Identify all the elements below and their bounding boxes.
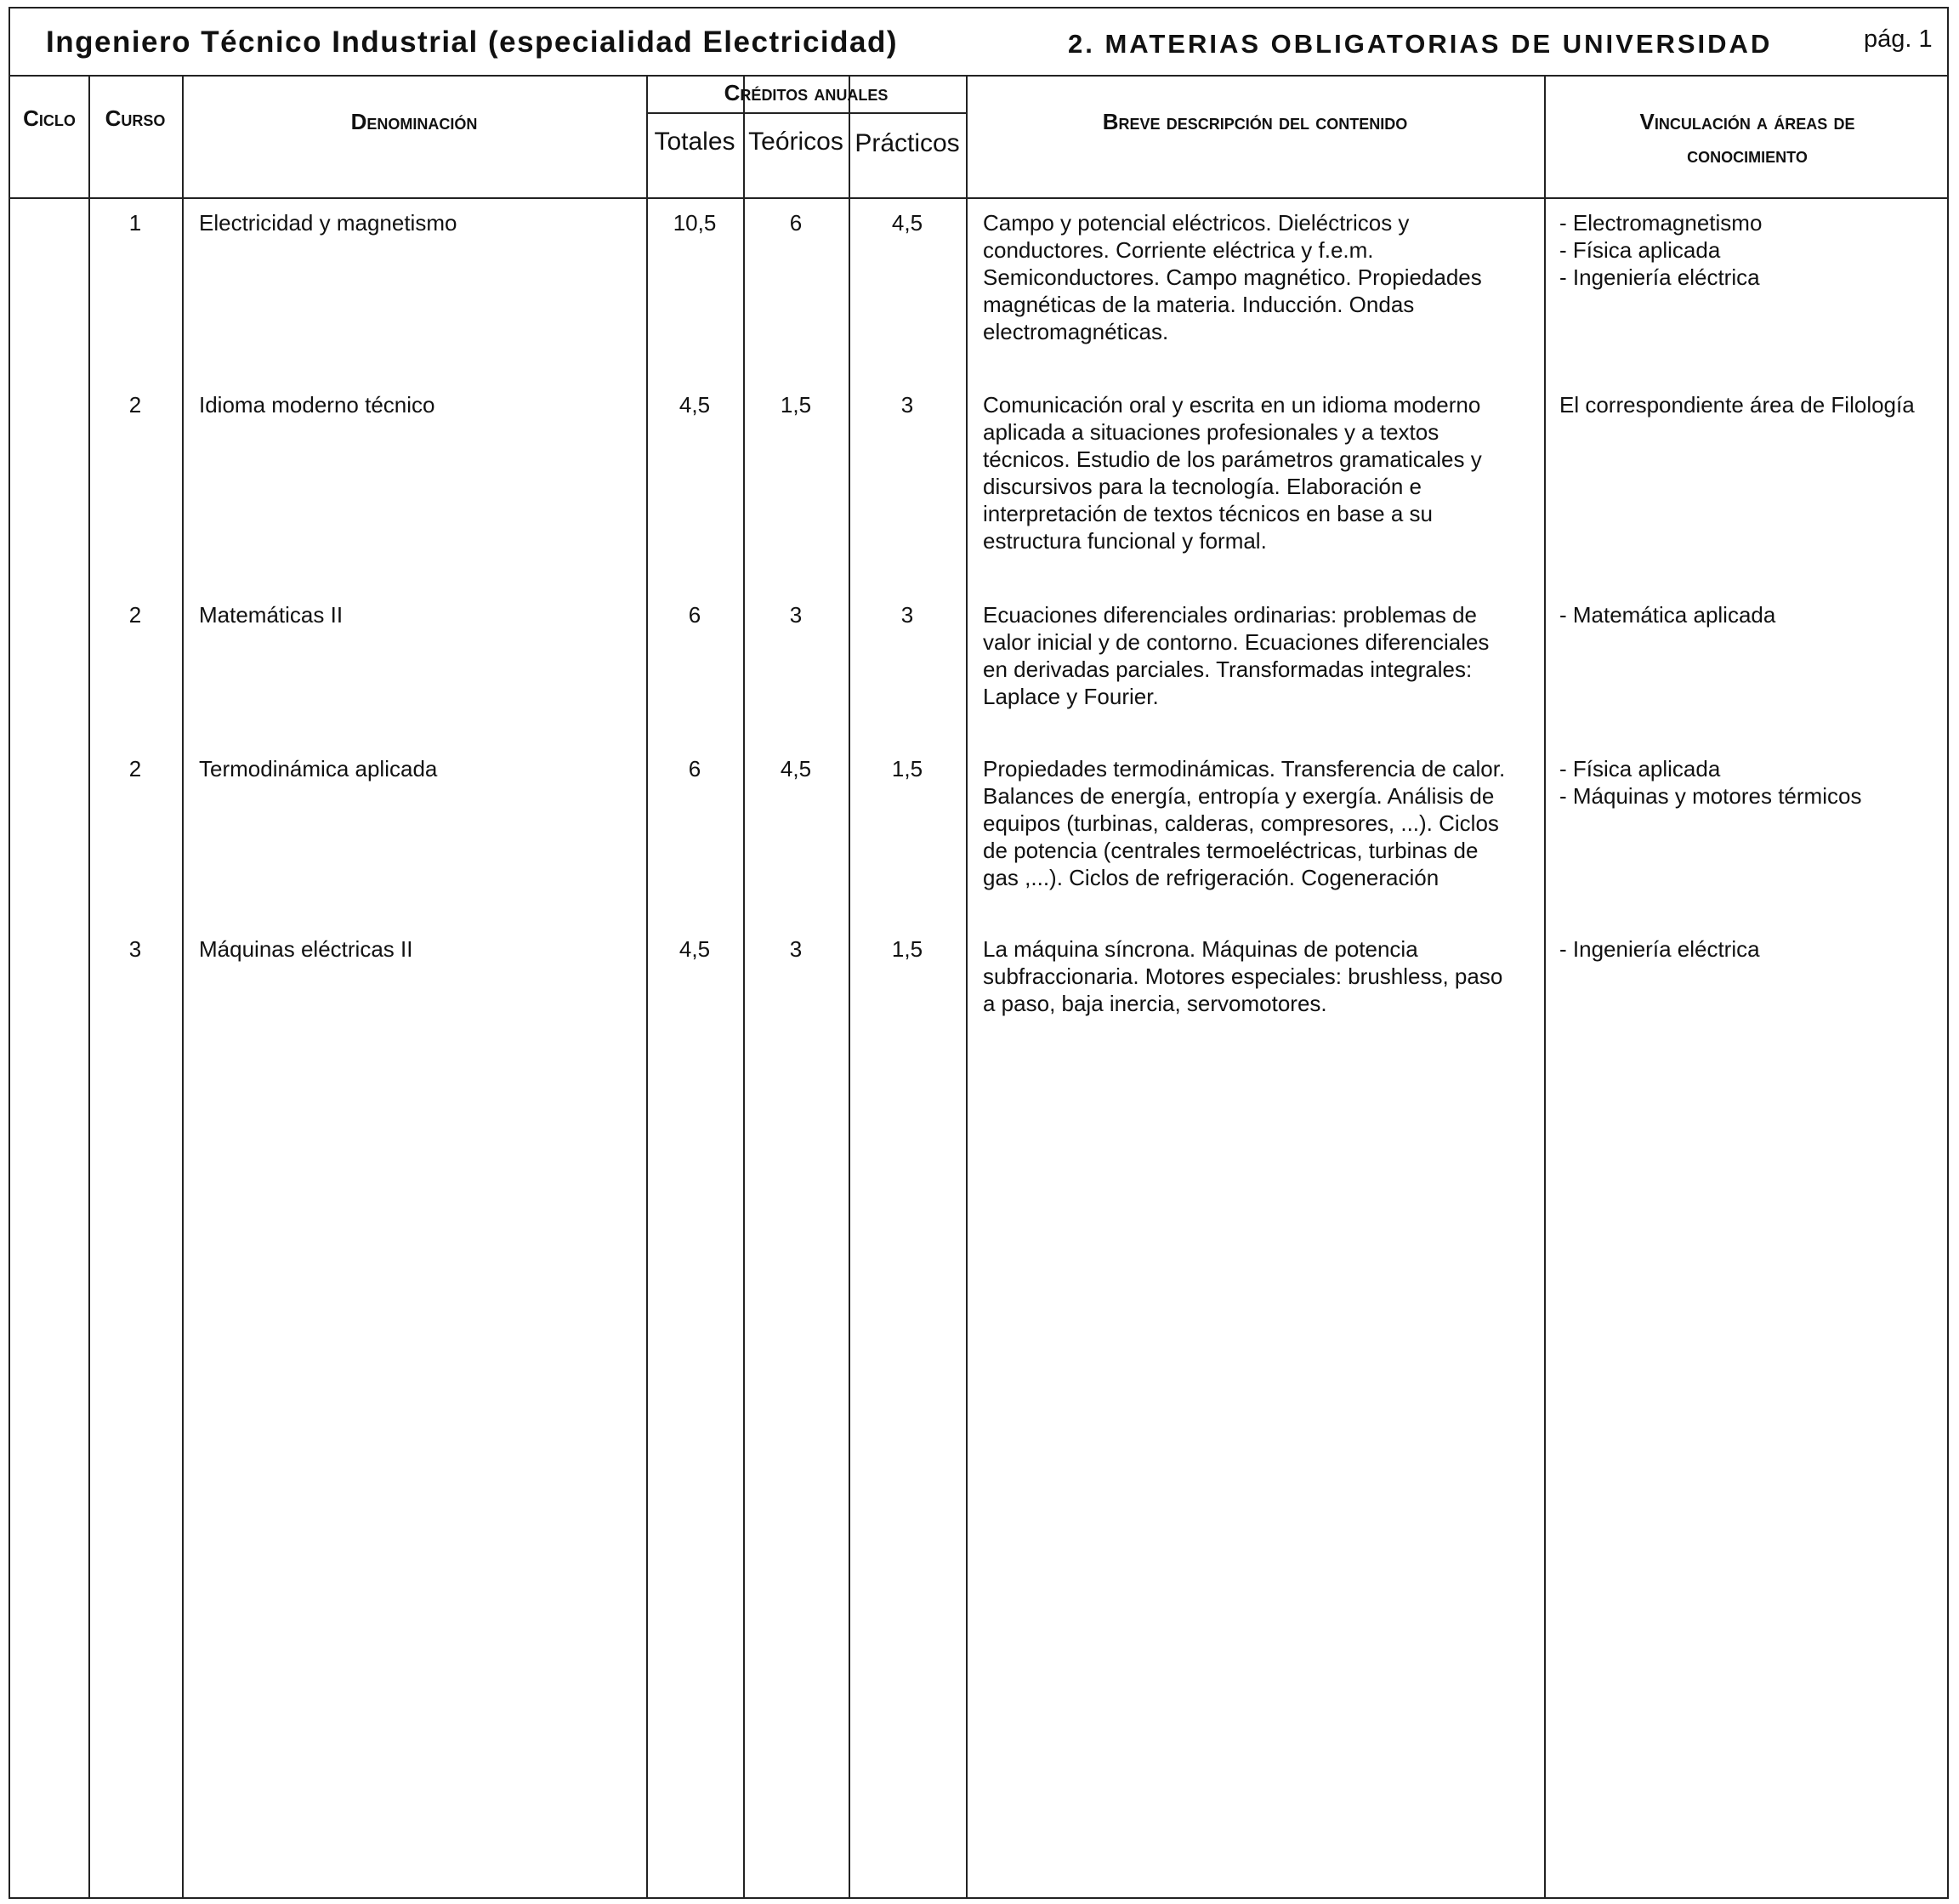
- cell-denominacion: Idioma moderno técnico: [199, 392, 435, 418]
- cell-teoricos: 3: [789, 602, 803, 628]
- cell-descripcion: [983, 209, 1542, 345]
- description-line: en derivadas parciales. Transformadas integrales:: [983, 656, 1473, 682]
- cell-descripcion: [983, 935, 1542, 1017]
- header-vinculacion: [1544, 105, 1950, 172]
- cell-practicos: 3: [900, 392, 914, 418]
- degree-title: Ingeniero Técnico Industrial (especialidad Electricidad): [46, 26, 899, 59]
- description-line: subfraccionaria. Motores especiales: brushless, paso: [983, 963, 1503, 989]
- description-line: interpretación de textos técnicos en base a su: [983, 501, 1433, 526]
- cell-totales: 6: [688, 756, 701, 781]
- cell-teoricos: 6: [789, 210, 803, 236]
- header-ciclo: Ciclo: [23, 105, 76, 131]
- cell-denominacion: Máquinas eléctricas II: [199, 936, 413, 962]
- cell-teoricos: 3: [789, 936, 803, 962]
- description-line: Comunicación oral y escrita en un idioma moderno: [983, 392, 1481, 418]
- column-divider: [182, 75, 184, 1897]
- cell-areas: [1559, 601, 1949, 628]
- description-line: valor inicial y de contorno. Ecuaciones diferenciales: [983, 629, 1490, 655]
- header-totales: Totales: [654, 128, 735, 156]
- header-rule: [10, 197, 1947, 199]
- description-line: equipos (turbinas, calderas, compresores, ...). Ciclos: [983, 810, 1499, 836]
- cell-denominacion: Electricidad y magnetismo: [199, 210, 457, 236]
- cell-totales: 6: [688, 602, 701, 628]
- knowledge-area: - Matemática aplicada: [1559, 602, 1776, 628]
- header-practicos: Prácticos: [855, 129, 960, 157]
- description-line: Semiconductores. Campo magnético. Propiedades: [983, 264, 1482, 290]
- knowledge-area: - Física aplicada: [1559, 237, 1721, 263]
- page-number: pág. 1: [1864, 26, 1933, 53]
- description-line: magnéticas de la materia. Inducción. Ondas: [983, 292, 1415, 317]
- description-line: Propiedades termodinámicas. Transferencia de calor.: [983, 756, 1506, 781]
- description-line: Balances de energía, entropía y exergía. Análisis de: [983, 783, 1495, 809]
- cell-descripcion: [983, 601, 1542, 710]
- column-divider: [88, 75, 90, 1897]
- cell-areas: [1559, 391, 1949, 418]
- column-divider: [743, 75, 745, 1897]
- document-page: [9, 7, 1949, 1899]
- cell-practicos: 4,5: [891, 210, 923, 236]
- description-line: Campo y potencial eléctricos. Dieléctricos y: [983, 210, 1410, 236]
- column-divider: [849, 75, 850, 1897]
- cell-areas: [1559, 935, 1949, 963]
- cell-curso: 3: [128, 936, 142, 962]
- cell-curso: 2: [128, 602, 142, 628]
- description-line: técnicos. Estudio de los parámetros gramaticales y: [983, 446, 1482, 472]
- knowledge-area: El correspondiente área de Filología: [1559, 392, 1915, 418]
- knowledge-area: - Máquinas y motores térmicos: [1559, 783, 1862, 809]
- cell-practicos: 1,5: [891, 756, 923, 781]
- description-line: Ecuaciones diferenciales ordinarias: problemas de: [983, 602, 1477, 628]
- description-line: de potencia (centrales termoeléctricas, turbinas de: [983, 838, 1479, 863]
- title-band: [10, 9, 1947, 77]
- column-divider: [1544, 75, 1546, 1897]
- header-curso: Curso: [105, 105, 166, 131]
- header-denominacion: Denominación: [350, 109, 478, 134]
- description-line: aplicada a situaciones profesionales y a textos: [983, 419, 1439, 445]
- header-creditos-anuales: Créditos anuales: [724, 80, 889, 105]
- knowledge-area: - Ingeniería eléctrica: [1559, 936, 1760, 962]
- header-vinculacion-line1: Vinculación a áreas de: [1639, 109, 1855, 134]
- cell-curso: 2: [128, 756, 142, 781]
- header-teoricos: Teóricos: [748, 128, 843, 156]
- cell-curso: 2: [128, 392, 142, 418]
- header-descripcion: Breve descripción del contenido: [1102, 109, 1408, 134]
- header-vinculacion-line2: conocimiento: [1687, 142, 1808, 168]
- knowledge-area: - Ingeniería eléctrica: [1559, 264, 1760, 290]
- description-line: La máquina síncrona. Máquinas de potencia: [983, 936, 1418, 962]
- cell-denominacion: Matemáticas II: [199, 602, 344, 628]
- cell-denominacion: Termodinámica aplicada: [199, 756, 438, 781]
- cell-areas: [1559, 209, 1949, 291]
- description-line: gas ,...). Ciclos de refrigeración. Cogeneración: [983, 865, 1439, 890]
- description-line: estructura funcional y formal.: [983, 528, 1267, 554]
- credits-subrule: [646, 112, 966, 114]
- cell-descripcion: [983, 755, 1542, 891]
- column-divider: [646, 75, 648, 1897]
- cell-totales: 4,5: [679, 392, 711, 418]
- cell-descripcion: [983, 391, 1542, 554]
- cell-teoricos: 1,5: [780, 392, 812, 418]
- description-line: a paso, baja inercia, servomotores.: [983, 991, 1327, 1016]
- description-line: conductores. Corriente eléctrica y f.e.m.: [983, 237, 1374, 263]
- section-title: 2. MATERIAS OBLIGATORIAS DE UNIVERSIDAD: [1068, 29, 1773, 59]
- cell-practicos: 1,5: [891, 936, 923, 962]
- cell-totales: 10,5: [673, 210, 717, 236]
- cell-practicos: 3: [900, 602, 914, 628]
- description-line: discursivos para la tecnología. Elaboración e: [983, 474, 1422, 499]
- column-divider: [966, 75, 968, 1897]
- cell-teoricos: 4,5: [780, 756, 812, 781]
- knowledge-area: - Electromagnetismo: [1559, 210, 1763, 236]
- cell-curso: 1: [128, 210, 142, 236]
- description-line: Laplace y Fourier.: [983, 684, 1159, 709]
- cell-areas: [1559, 755, 1949, 810]
- description-line: electromagnéticas.: [983, 319, 1169, 344]
- cell-totales: 4,5: [679, 936, 711, 962]
- knowledge-area: - Física aplicada: [1559, 756, 1721, 781]
